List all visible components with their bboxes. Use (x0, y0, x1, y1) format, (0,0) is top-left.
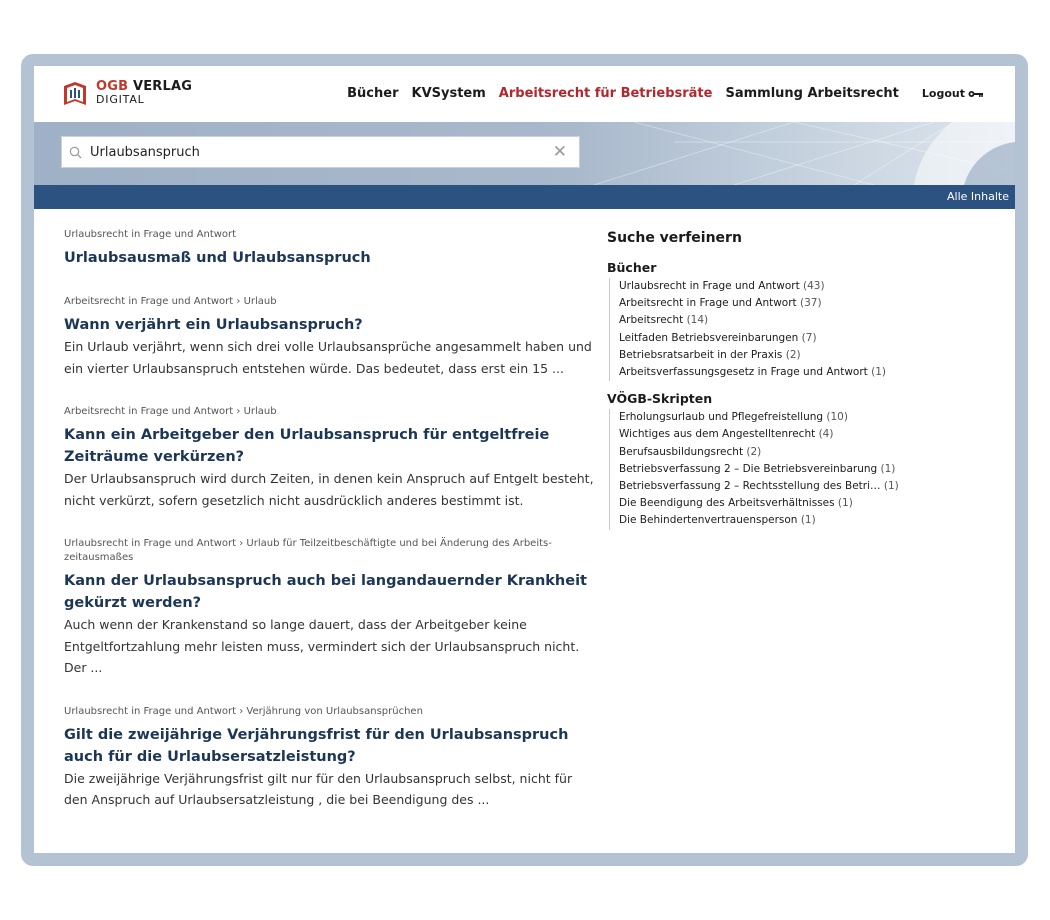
facet-count: (37) (800, 297, 822, 310)
nav-buecher[interactable]: Bücher (347, 86, 399, 101)
result-breadcrumb: Urlaubsrecht in Frage und Antwort › Urlaub für Teilzeitbeschäftigte und bei Änderung des Arbeits-zeitausmaßes (64, 538, 552, 563)
facet-count: (1) (883, 480, 899, 493)
result-breadcrumb: Arbeitsrecht in Frage und Antwort › Urlaub (64, 296, 277, 307)
refine-heading: Suche verfeinern (607, 230, 742, 246)
facet-label: Erholungsurlaub und Pflegefreistellung (619, 411, 824, 424)
result-breadcrumb: Urlaubsrecht in Frage und Antwort › Verjährung von Urlaubsansprüchen (64, 705, 423, 717)
app-window (34, 66, 1015, 853)
clear-search-icon[interactable]: ✕ (552, 142, 567, 162)
facet-count: (7) (801, 331, 817, 344)
facet-label: Die Beendigung des Arbeitsverhältnisses (619, 497, 835, 510)
result-title-link[interactable]: Urlaubsausmaß und Urlaubsanspruch (64, 250, 371, 266)
result-snippet: Die zweijährige Verjährungsfrist gilt nur für den Urlaubsanspruch selbst, nicht für den Anspruch auf Urlaubsersatzleistung , die bei Beendigung des ... (64, 770, 573, 807)
search-input[interactable] (90, 140, 530, 164)
result-item (64, 295, 594, 379)
facet-item[interactable] (619, 312, 987, 329)
facet-item[interactable] (619, 444, 987, 461)
facet-group-title: Bücher (607, 260, 657, 275)
result-snippet: Auch wenn der Krankenstand so lange dauert, dass der Arbeitgeber keine Entgeltfortzahlung mehr leisten muss, vermindert sich der Urlaubsanspruch nicht. Der ... (64, 617, 580, 675)
facet-item[interactable] (619, 478, 987, 495)
result-title-link[interactable]: Kann der Urlaubsanspruch auch bei langandauernder Krankheit gekürzt werden? (64, 573, 587, 611)
result-item (64, 228, 594, 269)
facet-label: Betriebsverfassung 2 – Die Betriebsvereinbarung (619, 462, 878, 475)
result-snippet: Der Urlaubsanspruch wird durch Zeiten, in denen kein Anspruch auf Entgelt besteht, nicht verkürzt, sofern gesetzlich nicht ausdrücklich anderes bestimmt ist. (64, 471, 594, 508)
facet-label: Wichtiges aus dem Angestelltenrecht (619, 428, 816, 441)
logo-verlag: VERLAG (128, 79, 193, 94)
facet-item[interactable] (619, 347, 987, 364)
facet-list-buecher (609, 278, 987, 381)
result-title-link[interactable]: Kann ein Arbeitgeber den Urlaubsanspruch für entgeltfreie Zeiträume verkürzen? (64, 427, 550, 465)
result-item (64, 405, 594, 511)
facet-count: (10) (826, 411, 848, 424)
facet-label: Arbeitsverfassungsgesetz in Frage und Antwort (619, 366, 868, 379)
facet-label: Betriebsratsarbeit in der Praxis (619, 348, 783, 361)
search-icon (69, 146, 82, 159)
result-breadcrumb: Urlaubsrecht in Frage und Antwort (64, 229, 237, 240)
nav-arbeitsrecht-betriebsraete[interactable]: Arbeitsrecht für Betriebsräte (498, 86, 713, 101)
facet-label: Berufsausbildungsrecht (619, 445, 744, 458)
facet-item[interactable] (619, 364, 987, 381)
facet-count: (1) (837, 497, 853, 510)
filter-all-contents[interactable]: Alle Inhalte (947, 190, 1009, 203)
logo[interactable] (62, 79, 192, 107)
book-logo-icon (62, 79, 88, 107)
facet-item[interactable] (619, 295, 987, 312)
nav-kvsystem[interactable]: KVSystem (411, 86, 486, 101)
facet-label: Die Behindertenvertrauensperson (619, 514, 798, 527)
logo-digital: DIGITAL (96, 93, 145, 106)
facet-item[interactable] (619, 409, 987, 426)
logout-link[interactable] (922, 87, 983, 100)
result-breadcrumb: Arbeitsrecht in Frage und Antwort › Urlaub (64, 406, 277, 417)
facet-count: (1) (800, 514, 816, 527)
key-icon (968, 90, 983, 98)
facet-label: Betriebsverfassung 2 – Rechtsstellung des Betri… (619, 480, 881, 493)
facet-count: (1) (871, 366, 886, 379)
facet-count: (2) (746, 445, 762, 458)
facet-count: (14) (686, 314, 709, 327)
result-item (64, 537, 594, 679)
result-title-link[interactable]: Wann verjährt ein Urlaubsanspruch? (64, 317, 363, 333)
facet-item[interactable] (619, 495, 987, 512)
refine-panel (607, 229, 987, 540)
search-box (61, 136, 580, 168)
facet-count: (4) (818, 428, 834, 441)
facet-label: Leitfaden Betriebsvereinbarungen (619, 331, 799, 344)
result-item (64, 705, 594, 811)
search-results (64, 228, 594, 837)
search-banner (34, 122, 1015, 185)
facet-list-voegb-skripten (609, 409, 987, 529)
result-title-link[interactable]: Gilt die zweijährige Verjährungsfrist für den Urlaubsanspruch auch für die Urlaubsersatzleistung? (64, 726, 569, 765)
facet-item[interactable] (619, 426, 987, 443)
facet-count: (43) (803, 280, 825, 292)
facet-item[interactable] (619, 330, 987, 347)
facet-count: (1) (880, 462, 896, 475)
filter-bar (34, 185, 1015, 209)
main-nav (347, 86, 983, 101)
facet-item[interactable] (619, 461, 987, 478)
facet-item[interactable] (619, 512, 987, 529)
nav-sammlung-arbeitsrecht[interactable]: Sammlung Arbeitsrecht (725, 86, 899, 101)
facet-item[interactable] (619, 278, 987, 295)
facet-count: (2) (785, 348, 801, 361)
facet-group-title: VÖGB-Skripten (607, 391, 713, 407)
logout-label: Logout (921, 87, 965, 100)
header (34, 66, 1015, 122)
logo-ogb: OGB (96, 79, 129, 94)
result-snippet: Ein Urlaub verjährt, wenn sich drei volle Urlaubsansprüche angesammelt haben und ein vierter Urlaubsanspruch entstehen würde. Das bedeutet, dass erst ein 15 ... (64, 339, 592, 376)
facet-label: Arbeitsrecht in Frage und Antwort (619, 297, 797, 310)
facet-label: Urlaubsrecht in Frage und Antwort (619, 280, 800, 292)
facet-label: Arbeitsrecht (619, 314, 684, 327)
